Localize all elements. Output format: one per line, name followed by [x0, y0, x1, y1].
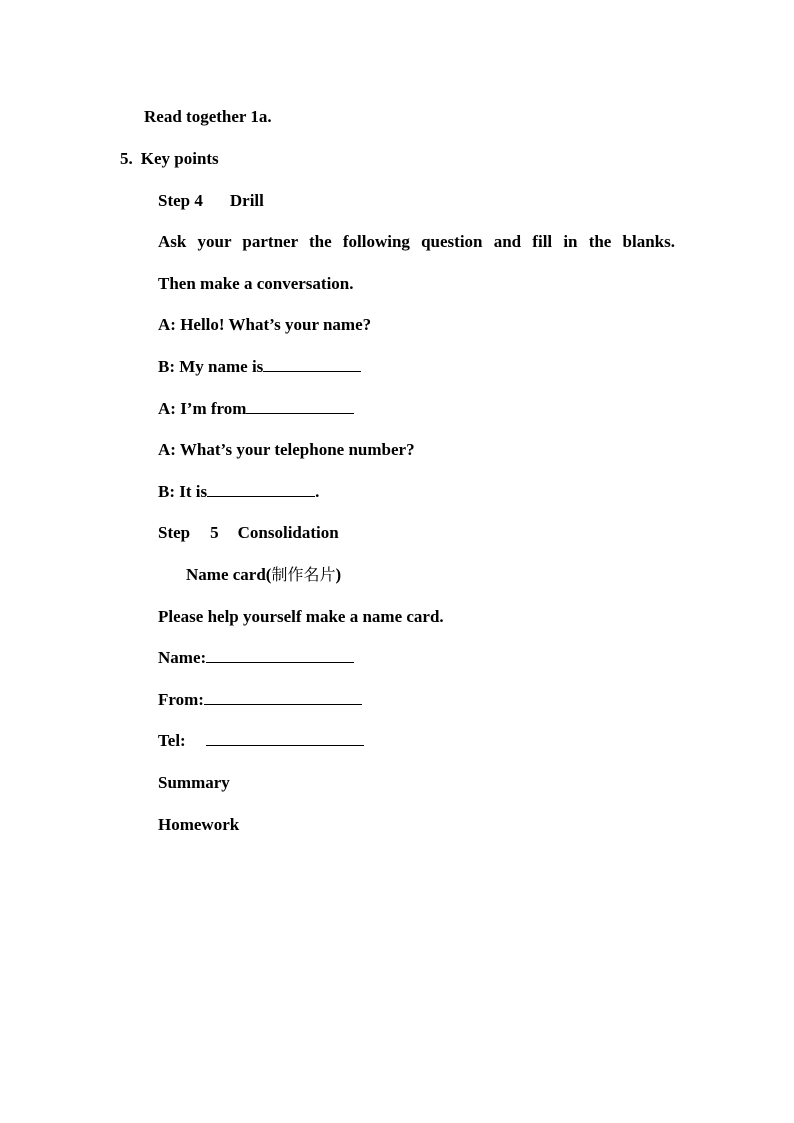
- name-card-chinese: 制作名片: [271, 565, 336, 584]
- dialog-a-hello: A: Hello! What’s your name?: [158, 315, 372, 334]
- from-blank: [246, 399, 354, 414]
- help-line: Please help yourself make a name card.: [158, 607, 444, 626]
- number-blank: [207, 482, 315, 497]
- dialog-period: .: [315, 482, 320, 501]
- section-number: 5.: [120, 149, 133, 168]
- step-5-number: 5: [210, 523, 219, 542]
- dialog-a-from-text: A: I’m from: [158, 399, 247, 418]
- name-card-close: ): [335, 565, 342, 584]
- card-name-field: [158, 648, 354, 668]
- section-5-heading: [120, 149, 219, 169]
- card-tel-blank: [206, 731, 364, 746]
- step-4-label: Step 4: [158, 191, 203, 210]
- summary-heading: Summary: [158, 773, 230, 792]
- step-4-heading: [158, 191, 264, 211]
- dialog-b-name-text: B: My name is: [158, 357, 264, 376]
- dialog-b-it-is-text: B: It is: [158, 482, 208, 501]
- card-tel-field: [158, 731, 364, 751]
- card-name-label: Name:: [158, 648, 207, 667]
- section-title: Key points: [140, 149, 219, 168]
- instruction-line-1: Ask your partner the following question and fill in the blanks.: [158, 232, 675, 251]
- dialog-a-from: [158, 399, 354, 419]
- card-from-label: From:: [158, 690, 204, 709]
- card-from-field: [158, 690, 362, 710]
- card-from-blank: [204, 690, 362, 705]
- homework-heading: Homework: [158, 815, 240, 834]
- step-5-label: Step: [158, 523, 191, 542]
- dialog-b-it-is: [158, 482, 319, 502]
- read-together-line: Read together 1a.: [144, 107, 272, 126]
- card-tel-label: Tel:: [158, 731, 186, 750]
- step-5-heading: [158, 523, 339, 543]
- step-4-title: Drill: [229, 191, 264, 210]
- name-card-label: Name card(: [186, 565, 272, 584]
- name-card-heading: [186, 565, 341, 585]
- dialog-b-name: [158, 357, 361, 377]
- step-5-title: Consolidation: [237, 523, 339, 542]
- card-name-blank: [206, 648, 354, 663]
- instruction-line-2: Then make a conversation.: [158, 274, 354, 293]
- name-blank: [263, 357, 361, 372]
- dialog-a-tel: A: What’s your telephone number?: [158, 440, 415, 459]
